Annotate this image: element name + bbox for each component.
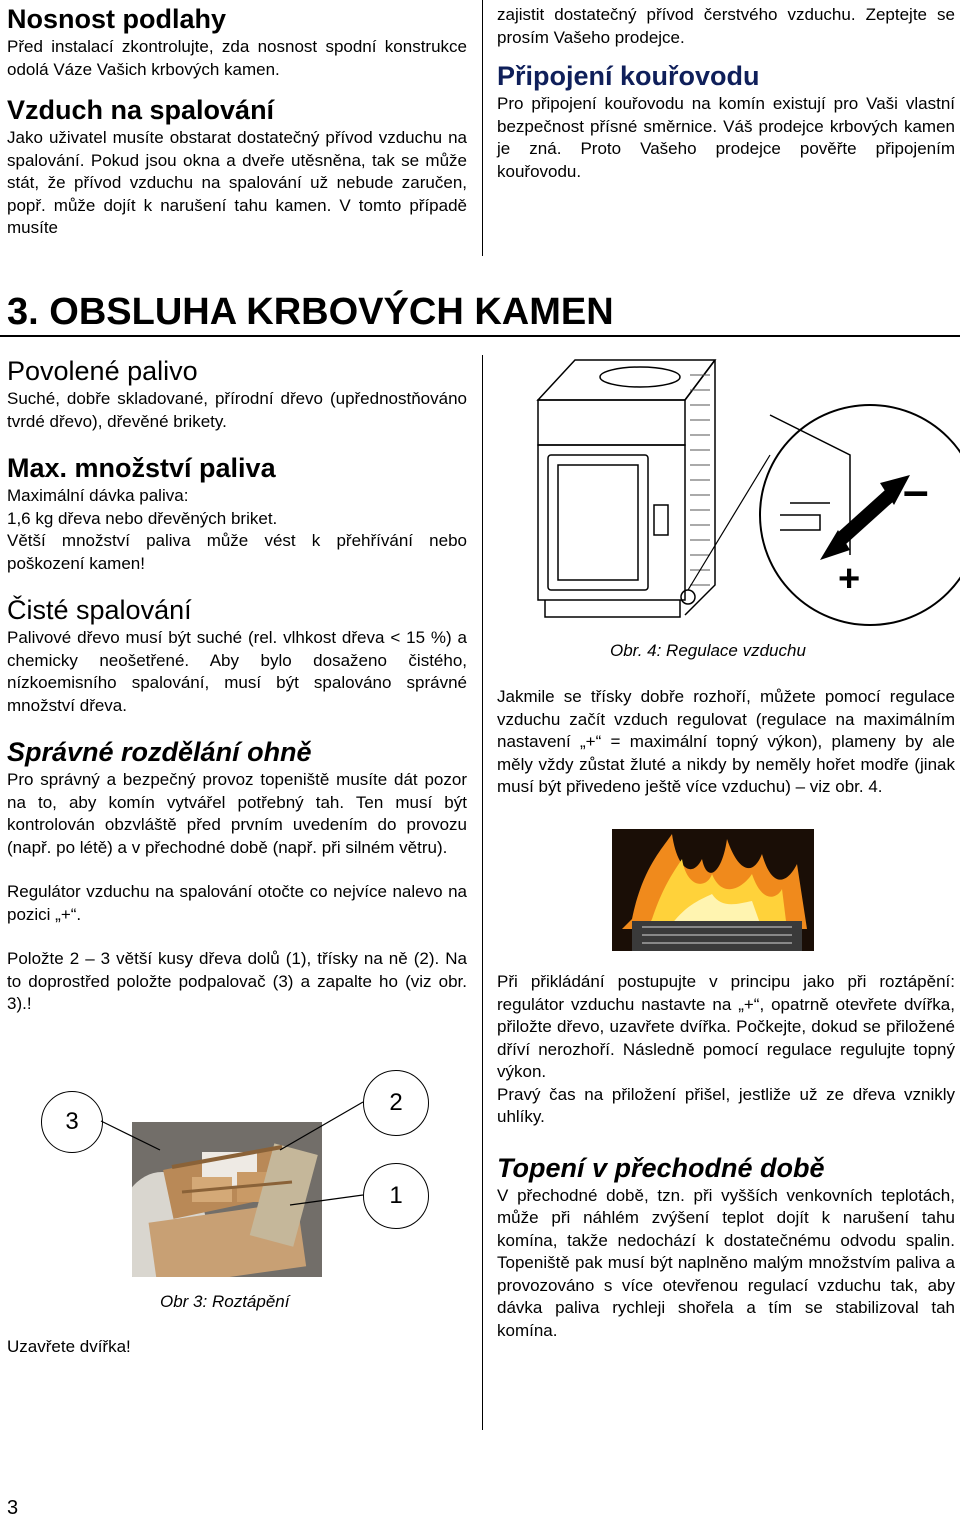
air-text-cont: zajistit dostatečný přívod čerstvého vzduchu. Zeptejte se prosím Vašeho prodejce. (497, 5, 955, 47)
close-doors-note: Uzavřete dvířka! (7, 1337, 131, 1356)
fire-image (612, 829, 814, 951)
air-text: Jako uživatel musíte obstarat dostatečný přívod vzduchu na spalování. Pokud jsou okna a dveře utěsněna, tak se může stát, že přívod vzduchu na spalování už nebude zaručen, popř. může dojít k narušení tahu kamen. V tomto případě musíte (7, 128, 467, 237)
regulator-text: Regulátor vzduchu na spalování otočte co nejvíce nalevo na pozici „+“. (7, 882, 467, 924)
flue-heading: Připojení kouřovodu (497, 61, 760, 91)
section-title: OBSLUHA KRBOVÝCH KAMEN (49, 291, 614, 333)
fuel-text: Suché, dobře skladované, přírodní dřevo (upřednostňováno tvrdé dřevo), dřevěné brikety. (7, 389, 467, 431)
fire-text: Pro správný a bezpečný provoz topeniště musíte dát pozor na to, aby komín vytvářel potřebný tah. Ten musí být kontrolován obzvláště před prvním uvedením do provozu (např. po létě) a v přechodné době (např. při silném větru). (7, 770, 467, 857)
clean-heading: Čisté spalování (7, 595, 192, 625)
right-time-text: Pravý čas na přiložení přišel, jestliže už ze dřeva vznikly uhlíky. (497, 1084, 955, 1126)
max-line2: 1,6 kg dřeva nebo dřevěných briket. (7, 508, 278, 528)
place-text: Položte 2 – 3 větší kusy dřeva dolů (1), třísky na ně (2). Na to doprostřed položte podpalovač (3) a zapalte ho (viz obr. 3).! (7, 949, 467, 1013)
refuel-text: Při přikládání postupujte v principu jako při roztápění: regulátor vzduchu nastavte na „+“, opatrně otevřete dvířka, přiložte dřevo, uzavřete dvířka. Počkejte, dokud se přiložené dříví nerozhoří. Následně pomocí regulace regulujte topný výkon. (497, 972, 955, 1081)
fuel-heading: Povolené palivo (7, 356, 198, 386)
fire-heading: Správné rozdělání ohně (7, 737, 312, 767)
fig4-plus: + (838, 558, 861, 600)
fig4-minus: – (903, 464, 929, 516)
transition-text: V přechodné době, tzn. při vyšších venkovních teplotách, může při náhlém zvýšení teplot dojít k narušení tahu komína, takže nedochází k dostatečnému odvodu spalin. Topeniště pak musí být naplněno malým množstvím paliva a provozováno s více otevřenou regulací vzduchu tak, aby dávka paliva rychleji shořela a tím se stabilizoval tah komína. (497, 1185, 955, 1340)
regulate-text: Jakmile se třísky dobře rozhoří, můžete pomocí regulace vzduchu začít vzduch regulovat (regulace na maximálním nastavení „+“ = maximální topný výkon), plameny by ale měly vždy zůstat žluté a nikdy by neměly hořet modře (jinak musí být přivedeno ještě více vzduchu) – viz obr. 4. (497, 687, 955, 796)
top-column-divider (482, 0, 483, 256)
air-heading: Vzduch na spalování (7, 95, 275, 125)
clean-text: Palivové dřevo musí být suché (rel. vlhkost dřeva < 15 %) a chemicky neošetřené. Aby bylo dosaženo čistého, nízkoemisního spalování, musí být spalováno správné množství dřeva. (7, 628, 467, 715)
fig3-leader-lines (0, 0, 480, 1400)
load-heading: Nosnost podlahy (7, 4, 227, 34)
max-line3: Větší množství paliva může vést k přehřívání nebo poškození kamen! (7, 531, 467, 573)
main-column-divider (482, 355, 483, 1430)
fig3-label-1: 1 (363, 1163, 429, 1229)
fig4-caption: Obr. 4: Regulace vzduchu (610, 641, 806, 660)
fire-photo (612, 829, 814, 951)
top-right-column (497, 4, 955, 183)
page-number: 3 (7, 1497, 19, 1519)
fig3-label-3: 3 (41, 1091, 103, 1153)
max-line1: Maximální dávka paliva: (7, 486, 189, 505)
fig4-stove-diagram (520, 355, 960, 640)
load-text: Před instalací zkontrolujte, zda nosnost spodní konstrukce odolá Váze Vašich krbových kamen. (7, 37, 467, 79)
transition-heading: Topení v přechodné době (497, 1152, 825, 1183)
max-heading: Max. množství paliva (7, 453, 276, 483)
right-column-lower (497, 971, 955, 1342)
right-column (497, 686, 955, 799)
fig3-caption: Obr 3: Roztápění (160, 1292, 290, 1311)
section-number: 3. (7, 291, 39, 333)
fig3-label-2: 2 (363, 1070, 429, 1136)
flue-text: Pro připojení kouřovodu na komín existují pro Vaši vlastní bezpečnost přísné směrnice. Váš prodejce krbových kamen je zná. Proto Vašeho prodejce pověřte připojením kouřovodu. (497, 94, 955, 181)
